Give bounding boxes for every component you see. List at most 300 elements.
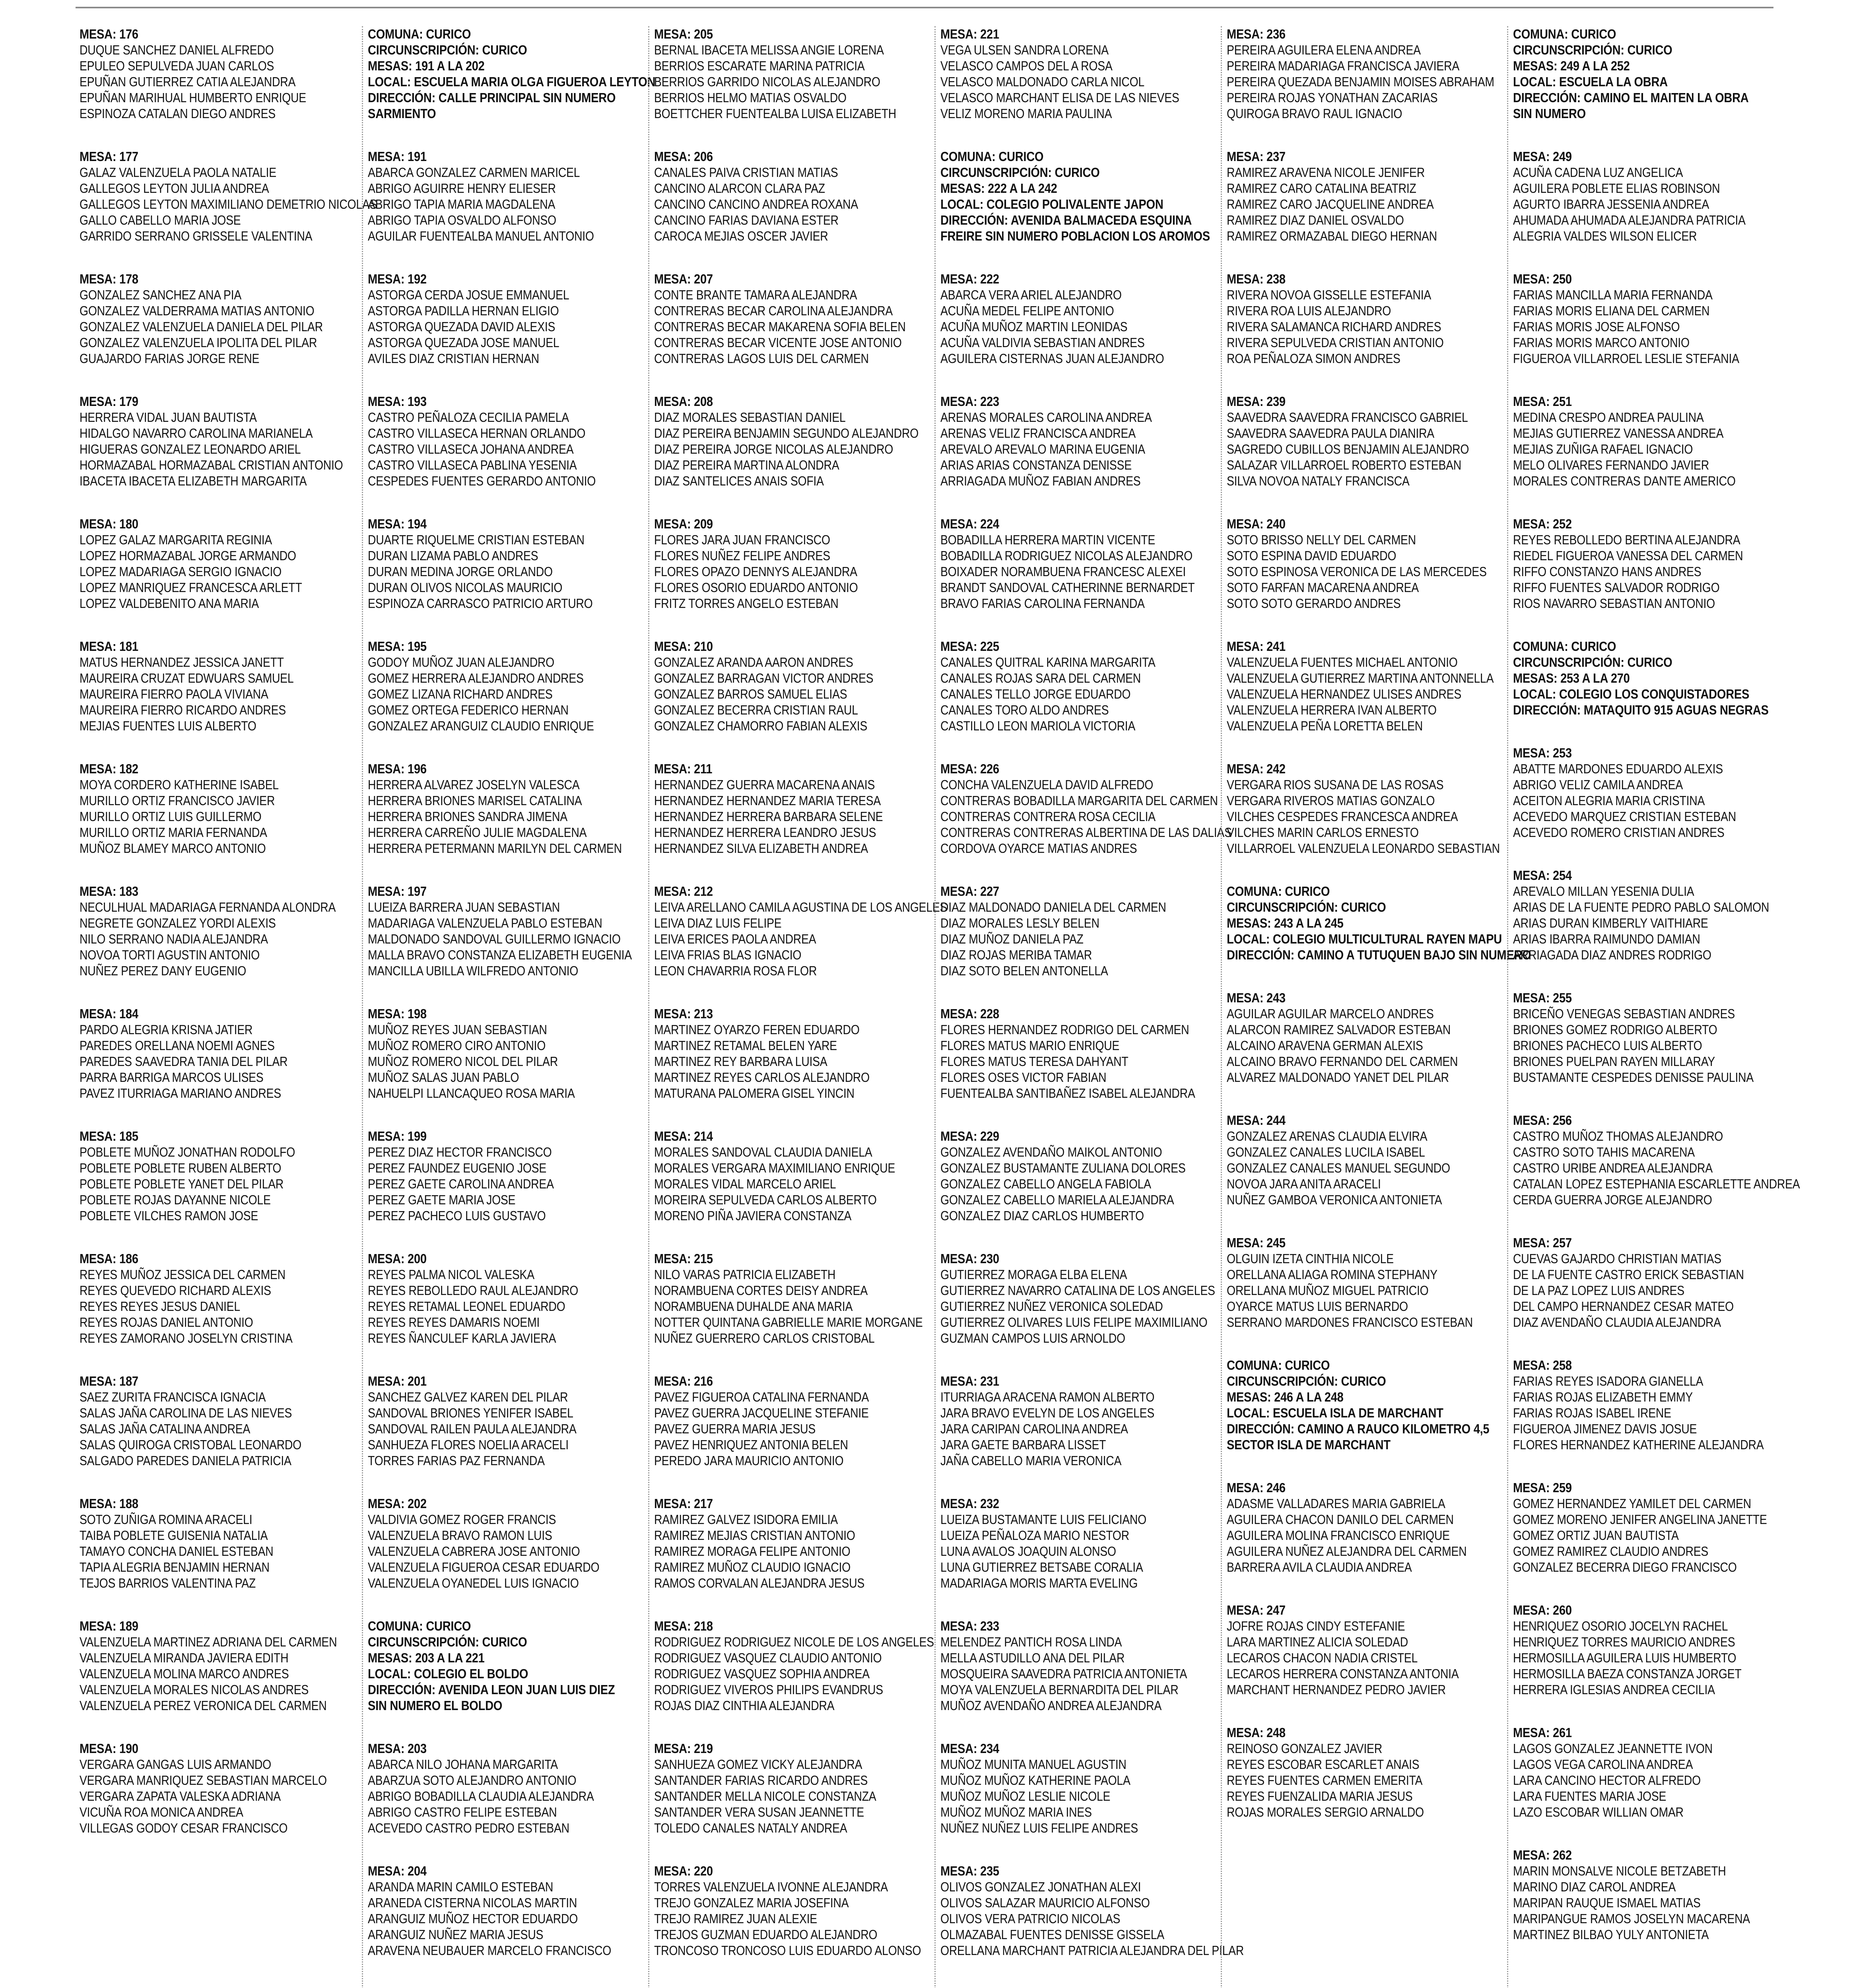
mesa-block <box>1513 1357 1793 1453</box>
voter-name: MUÑOZ REYES JUAN SEBASTIAN <box>368 1022 547 1037</box>
voter-name: ASTORGA QUEZADA DAVID ALEXIS <box>368 319 556 334</box>
voter-name: TAMAYO CONCHA DANIEL ESTEBAN <box>80 1544 274 1559</box>
location-info-line: SECTOR ISLA DE MARCHANT <box>1227 1437 1391 1452</box>
voter-name: MADARIAGA VALENZUELA PABLO ESTEBAN <box>368 916 602 930</box>
voter-name: DIAZ SANTELICES ANAIS SOFIA <box>654 474 824 488</box>
voter-name: CONTE BRANTE TAMARA ALEJANDRA <box>654 287 857 302</box>
voter-name: DUQUE SANCHEZ DANIEL ALFREDO <box>80 43 274 57</box>
voter-name: AREVALO MILLAN YESENIA DULIA <box>1513 884 1694 899</box>
voter-name: MARIN MONSALVE NICOLE BETZABETH <box>1513 1864 1726 1878</box>
mesa-block <box>940 394 1221 489</box>
voter-name: ASTORGA PADILLA HERNAN ELIGIO <box>368 303 559 318</box>
voter-name: VELASCO MARCHANT ELISA DE LAS NIEVES <box>940 90 1179 105</box>
voter-name: OLGUIN IZETA CINTHIA NICOLE <box>1227 1251 1394 1266</box>
location-info-line: CIRCUNSCRIPCIÓN: CURICO <box>368 1635 527 1649</box>
mesa-block <box>368 1006 648 1101</box>
voter-name: HERRERA BRIONES SANDRA JIMENA <box>368 809 567 824</box>
mesa-number: MESA: 210 <box>654 639 713 654</box>
voter-name: FLORES NUÑEZ FELIPE ANDRES <box>654 548 830 563</box>
voter-name: CANALES PAIVA CRISTIAN MATIAS <box>654 165 838 180</box>
voter-name: NORAMBUENA CORTES DEISY ANDREA <box>654 1283 868 1298</box>
voter-name: PEREZ FAUNDEZ EUGENIO JOSE <box>368 1161 547 1175</box>
voter-name: MOSQUEIRA SAAVEDRA PATRICIA ANTONIETA <box>940 1666 1187 1681</box>
polling-location-block <box>1227 1357 1507 1453</box>
mesa-number: MESA: 253 <box>1513 746 1572 760</box>
voter-name: MADARIAGA MORIS MARTA EVELING <box>940 1576 1138 1590</box>
voter-name: SALAS JAÑA CAROLINA DE LAS NIEVES <box>80 1406 292 1420</box>
voter-name: BRIONES PACHECO LUIS ALBERTO <box>1513 1038 1702 1053</box>
mesa-number: MESA: 201 <box>368 1374 427 1388</box>
mesa-block <box>80 761 362 856</box>
mesa-block <box>1513 990 1793 1085</box>
voter-name: DURAN MEDINA JORGE ORLANDO <box>368 564 553 579</box>
location-info-line: COMUNA: CURICO <box>368 27 471 41</box>
mesa-number: MESA: 221 <box>940 27 999 41</box>
location-info-line: DIRECCIÓN: CAMINO A TUTUQUEN BAJO SIN NUMERO <box>1227 947 1531 962</box>
voter-name: GUAJARDO FARIAS JORGE RENE <box>80 351 260 366</box>
mesa-block <box>368 1128 648 1224</box>
voter-name: RAMIREZ ORMAZABAL DIEGO HERNAN <box>1227 229 1437 243</box>
voter-name: LEON CHAVARRIA ROSA FLOR <box>654 963 817 978</box>
voter-name: ROJAS MORALES SERGIO ARNALDO <box>1227 1805 1424 1819</box>
voter-name: JARA GAETE BARBARA LISSET <box>940 1437 1106 1452</box>
voter-name: AHUMADA AHUMADA ALEJANDRA PATRICIA <box>1513 213 1746 227</box>
voter-name: NILO SERRANO NADIA ALEJANDRA <box>80 932 268 946</box>
voter-name: HERNANDEZ GUERRA MACARENA ANAIS <box>654 777 875 792</box>
voter-name: REYES QUEVEDO RICHARD ALEXIS <box>80 1283 271 1298</box>
mesa-number: MESA: 225 <box>940 639 999 654</box>
mesa-block <box>1513 1602 1793 1698</box>
mesa-block <box>940 1251 1221 1346</box>
voter-name: GONZALEZ BECERRA CRISTIAN RAUL <box>654 703 858 717</box>
voter-name: FARIAS MORIS MARCO ANTONIO <box>1513 335 1690 350</box>
voter-name: PAVEZ GUERRA JACQUELINE STEFANIE <box>654 1406 869 1420</box>
voter-name: DURAN OLIVOS NICOLAS MAURICIO <box>368 580 563 595</box>
mesa-number: MESA: 233 <box>940 1619 999 1633</box>
voter-name: ORELLANA ALIAGA ROMINA STEPHANY <box>1227 1267 1437 1282</box>
voter-name: PAVEZ FIGUEROA CATALINA FERNANDA <box>654 1390 869 1404</box>
mesa-number: MESA: 208 <box>654 394 713 409</box>
mesa-number: MESA: 258 <box>1513 1358 1572 1373</box>
mesa-number: MESA: 199 <box>368 1129 427 1143</box>
voter-name: TREJO RAMIREZ JUAN ALEXIE <box>654 1911 817 1926</box>
voter-name: POBLETE ROJAS DAYANNE NICOLE <box>80 1192 271 1207</box>
voter-name: CANALES QUITRAL KARINA MARGARITA <box>940 655 1156 670</box>
mesa-number: MESA: 220 <box>654 1864 713 1878</box>
voter-name: BOIXADER NORAMBUENA FRANCESC ALEXEI <box>940 564 1186 579</box>
location-info-line: MESAS: 191 A LA 202 <box>368 58 485 73</box>
voter-name: ABRIGO TAPIA OSVALDO ALFONSO <box>368 213 556 227</box>
voter-name: JAÑA CABELLO MARIA VERONICA <box>940 1453 1122 1468</box>
mesa-number: MESA: 262 <box>1513 1848 1572 1862</box>
mesa-number: MESA: 177 <box>80 149 138 164</box>
mesa-number: MESA: 232 <box>940 1496 999 1511</box>
voter-name: BRANDT SANDOVAL CATHERINNE BERNARDET <box>940 580 1195 595</box>
voter-name: REYES REYES DAMARIS NOEMI <box>368 1315 540 1330</box>
voter-name: PAVEZ HENRIQUEZ ANTONIA BELEN <box>654 1437 848 1452</box>
voter-name: LAZO ESCOBAR WILLIAN OMAR <box>1513 1805 1684 1819</box>
voter-name: LECAROS HERRERA CONSTANZA ANTONIA <box>1227 1666 1459 1681</box>
voter-name: REINOSO GONZALEZ JAVIER <box>1227 1741 1382 1756</box>
voter-name: VALDIVIA GOMEZ ROGER FRANCIS <box>368 1512 556 1527</box>
mesa-number: MESA: 260 <box>1513 1603 1572 1617</box>
mesa-block <box>80 1373 362 1469</box>
location-info-line: MESAS: 253 A LA 270 <box>1513 671 1630 685</box>
voter-name: ASTORGA QUEZADA JOSE MANUEL <box>368 335 559 350</box>
voter-name: GONZALEZ CHAMORRO FABIAN ALEXIS <box>654 718 868 733</box>
voter-name: RAMIREZ MUÑOZ CLAUDIO IGNACIO <box>654 1560 851 1574</box>
mesa-block <box>654 1006 934 1101</box>
mesa-block <box>940 1618 1221 1714</box>
voter-name: FLORES OSORIO EDUARDO ANTONIO <box>654 580 858 595</box>
voter-name: IBACETA IBACETA ELIZABETH MARGARITA <box>80 474 307 488</box>
voter-name: HERNANDEZ HERNANDEZ MARIA TERESA <box>654 793 881 808</box>
mesa-number: MESA: 251 <box>1513 394 1572 409</box>
mesa-number: MESA: 182 <box>80 761 138 776</box>
mesa-block <box>80 1006 362 1101</box>
voter-name: CASTRO PEÑALOZA CECILIA PAMELA <box>368 410 569 425</box>
voter-name: PEREZ PACHECO LUIS GUSTAVO <box>368 1208 546 1223</box>
voter-name: MUÑOZ AVENDAÑO ANDREA ALEJANDRA <box>940 1698 1162 1713</box>
voter-name: DIAZ AVENDAÑO CLAUDIA ALEJANDRA <box>1513 1315 1721 1330</box>
voter-name: GOMEZ LIZANA RICHARD ANDRES <box>368 687 553 701</box>
voter-name: RAMIREZ CARO CATALINA BEATRIZ <box>1227 181 1416 196</box>
location-info-line: FREIRE SIN NUMERO POBLACION LOS AROMOS <box>940 229 1210 243</box>
mesa-number: MESA: 211 <box>654 761 713 776</box>
voter-name: GUTIERREZ NAVARRO CATALINA DE LOS ANGELES <box>940 1283 1215 1298</box>
voter-name: PEREIRA QUEZADA BENJAMIN MOISES ABRAHAM <box>1227 74 1494 89</box>
mesa-block <box>940 271 1221 367</box>
voter-name: VALENZUELA FIGUEROA CESAR EDUARDO <box>368 1560 600 1574</box>
mesa-number: MESA: 230 <box>940 1251 999 1266</box>
voter-name: RIVERA ROA LUIS ALEJANDRO <box>1227 303 1391 318</box>
voter-name: ORELLANA MUÑOZ MIGUEL PATRICIO <box>1227 1283 1429 1298</box>
voter-name: ARRIAGADA DIAZ ANDRES RODRIGO <box>1513 947 1711 962</box>
mesa-number: MESA: 200 <box>368 1251 427 1266</box>
voter-name: ARANDA MARIN CAMILO ESTEBAN <box>368 1879 554 1894</box>
mesa-block <box>80 149 377 244</box>
voter-name: VILCHES MARIN CARLOS ERNESTO <box>1227 825 1419 840</box>
voter-name: MEJIAS GUTIERREZ VANESSA ANDREA <box>1513 426 1724 441</box>
voter-name: SILVA NOVOA NATALY FRANCISCA <box>1227 474 1410 488</box>
voter-name: ARRIAGADA MUÑOZ FABIAN ANDRES <box>940 474 1141 488</box>
voter-name: GONZALEZ VALENZUELA DANIELA DEL PILAR <box>80 319 323 334</box>
voter-name: RAMIREZ MEJIAS CRISTIAN ANTONIO <box>654 1528 855 1543</box>
polling-table-columns <box>76 26 1800 1988</box>
voter-name: GONZALEZ BUSTAMANTE ZULIANA DOLORES <box>940 1161 1186 1175</box>
voter-name: POBLETE POBLETE RUBEN ALBERTO <box>80 1161 282 1175</box>
mesa-block <box>1227 1480 1507 1575</box>
voter-name: ACEVEDO ROMERO CRISTIAN ANDRES <box>1513 825 1725 840</box>
voter-name: MUÑOZ MUNITA MANUEL AGUSTIN <box>940 1757 1127 1772</box>
voter-name: FLORES OPAZO DENNYS ALEJANDRA <box>654 564 857 579</box>
mesa-block <box>940 639 1221 734</box>
voter-name: ALCAINO BRAVO FERNANDO DEL CARMEN <box>1227 1054 1458 1069</box>
voter-name: CONTRERAS BECAR CAROLINA ALEJANDRA <box>654 303 893 318</box>
voter-name: FARIAS MORIS JOSE ALFONSO <box>1513 319 1680 334</box>
voter-name: NILO VARAS PATRICIA ELIZABETH <box>654 1267 836 1282</box>
mesa-number: MESA: 216 <box>654 1374 713 1388</box>
voter-name: GONZALEZ ARANDA AARON ANDRES <box>654 655 853 670</box>
mesa-number: MESA: 184 <box>80 1006 138 1021</box>
voter-name: AREVALO AREVALO MARINA EUGENIA <box>940 442 1145 456</box>
voter-name: JARA CARIPAN CAROLINA ANDREA <box>940 1421 1128 1436</box>
voter-name: SOTO ESPINOSA VERONICA DE LAS MERCEDES <box>1227 564 1487 579</box>
voter-name: HORMAZABAL HORMAZABAL CRISTIAN ANTONIO <box>80 458 343 472</box>
mesa-block <box>80 639 362 734</box>
column-2 <box>362 26 656 1988</box>
voter-name: LUEIZA BARRERA JUAN SEBASTIAN <box>368 900 560 914</box>
mesa-number: MESA: 234 <box>940 1741 999 1756</box>
voter-name: SOTO BRISSO NELLY DEL CARMEN <box>1227 532 1416 547</box>
voter-name: TORRES FARIAS PAZ FERNANDA <box>368 1453 545 1468</box>
voter-name: VILLARROEL VALENZUELA LEONARDO SEBASTIAN <box>1227 841 1500 856</box>
voter-name: MURILLO ORTIZ MARIA FERNANDA <box>80 825 267 840</box>
voter-name: MEJIAS FUENTES LUIS ALBERTO <box>80 718 256 733</box>
polling-location-block <box>1513 26 1793 122</box>
voter-name: OLIVOS VERA PATRICIO NICOLAS <box>940 1911 1121 1926</box>
voter-name: ABRIGO BOBADILLA CLAUDIA ALEJANDRA <box>368 1789 594 1804</box>
voter-name: AGUILAR AGUILAR MARCELO ANDRES <box>1227 1006 1434 1021</box>
mesa-number: MESA: 203 <box>368 1741 427 1756</box>
voter-name: FLORES OSES VICTOR FABIAN <box>940 1070 1107 1085</box>
mesa-block <box>654 639 934 734</box>
voter-name: CONTRERAS BECAR MAKARENA SOFIA BELEN <box>654 319 906 334</box>
voter-name: FLORES JARA JUAN FRANCISCO <box>654 532 830 547</box>
voter-name: TRONCOSO TRONCOSO LUIS EDUARDO ALONSO <box>654 1943 921 1958</box>
location-info-line: CIRCUNSCRIPCIÓN: CURICO <box>368 43 527 57</box>
voter-name: LECAROS CHACON NADIA CRISTEL <box>1227 1650 1418 1665</box>
voter-name: FARIAS MORIS ELIANA DEL CARMEN <box>1513 303 1710 318</box>
mesa-number: MESA: 195 <box>368 639 427 654</box>
mesa-number: MESA: 238 <box>1227 272 1286 286</box>
mesa-number: MESA: 181 <box>80 639 138 654</box>
voter-name: TREJO GONZALEZ MARIA JOSEFINA <box>654 1895 849 1910</box>
voter-name: VALENZUELA HERNANDEZ ULISES ANDRES <box>1227 687 1462 701</box>
voter-name: ALCAINO ARAVENA GERMAN ALEXIS <box>1227 1038 1423 1053</box>
mesa-block <box>1513 1112 1800 1208</box>
voter-name: GOMEZ ORTIZ JUAN BAUTISTA <box>1513 1528 1679 1543</box>
voter-name: VERGARA GANGAS LUIS ARMANDO <box>80 1757 271 1772</box>
mesa-block <box>368 761 648 856</box>
voter-name: TORRES VALENZUELA IVONNE ALEJANDRA <box>654 1879 888 1894</box>
voter-name: VALENZUELA MARTINEZ ADRIANA DEL CARMEN <box>80 1635 337 1649</box>
voter-name: REYES REBOLLEDO BERTINA ALEJANDRA <box>1513 532 1740 547</box>
voter-name: VERGARA MANRIQUEZ SEBASTIAN MARCELO <box>80 1773 327 1788</box>
voter-name: MOREIRA SEPULVEDA CARLOS ALBERTO <box>654 1192 877 1207</box>
voter-name: GONZALEZ CABELLO MARIELA ALEJANDRA <box>940 1192 1174 1207</box>
voter-name: TAPIA ALEGRIA BENJAMIN HERNAN <box>80 1560 270 1574</box>
voter-name: ACEVEDO MARQUEZ CRISTIAN ESTEBAN <box>1513 809 1736 824</box>
polling-location-block <box>1513 639 1793 718</box>
voter-name: NOVOA JARA ANITA ARACELI <box>1227 1176 1381 1191</box>
mesa-number: MESA: 223 <box>940 394 999 409</box>
location-info-line: SARMIENTO <box>368 106 436 121</box>
voter-name: VELIZ MORENO MARIA PAULINA <box>940 106 1112 121</box>
mesa-block <box>368 271 648 367</box>
voter-name: RODRIGUEZ RODRIGUEZ NICOLE DE LOS ANGELES <box>654 1635 934 1649</box>
voter-name: CORDOVA OYARCE MATIAS ANDRES <box>940 841 1137 856</box>
voter-name: FARIAS REYES ISADORA GIANELLA <box>1513 1374 1703 1388</box>
mesa-block <box>80 271 362 367</box>
voter-name: RODRIGUEZ VASQUEZ SOPHIA ANDREA <box>654 1666 870 1681</box>
voter-name: GONZALEZ CANALES LUCILA ISABEL <box>1227 1145 1425 1159</box>
voter-name: MUÑOZ MUÑOZ KATHERINE PAOLA <box>940 1773 1130 1788</box>
mesa-block <box>1513 394 1793 489</box>
mesa-block <box>368 1496 648 1591</box>
voter-name: HENRIQUEZ TORRES MAURICIO ANDRES <box>1513 1635 1735 1649</box>
voter-name: SAAVEDRA SAAVEDRA PAULA DIANIRA <box>1227 426 1434 441</box>
mesa-block <box>1227 1725 1507 1820</box>
voter-name: CONTRERAS LAGOS LUIS DEL CARMEN <box>654 351 869 366</box>
voter-name: HENRIQUEZ OSORIO JOCELYN RACHEL <box>1513 1619 1728 1633</box>
voter-name: PAVEZ GUERRA MARIA JESUS <box>654 1421 816 1436</box>
voter-name: ACUÑA MUÑOZ MARTIN LEONIDAS <box>940 319 1128 334</box>
voter-name: CASTRO URIBE ANDREA ALEJANDRA <box>1513 1161 1713 1175</box>
mesa-number: MESA: 218 <box>654 1619 713 1633</box>
voter-name: LOPEZ HORMAZABAL JORGE ARMANDO <box>80 548 296 563</box>
mesa-number: MESA: 207 <box>654 272 713 286</box>
voter-name: MAUREIRA FIERRO RICARDO ANDRES <box>80 703 286 717</box>
voter-name: GONZALEZ CABELLO ANGELA FABIOLA <box>940 1176 1151 1191</box>
mesa-block <box>1227 149 1507 244</box>
voter-name: GONZALEZ ARENAS CLAUDIA ELVIRA <box>1227 1129 1428 1143</box>
mesa-block <box>940 1496 1221 1591</box>
mesa-block <box>1227 1112 1507 1208</box>
voter-name: ABARCA VERA ARIEL ALEJANDRO <box>940 287 1122 302</box>
voter-name: SANHUEZA GOMEZ VICKY ALEJANDRA <box>654 1757 862 1772</box>
mesa-number: MESA: 259 <box>1513 1480 1572 1495</box>
location-info-line: LOCAL: ESCUELA ISLA DE MARCHANT <box>1227 1406 1443 1420</box>
voter-name: VALENZUELA MIRANDA JAVIERA EDITH <box>80 1650 289 1665</box>
voter-name: GONZALEZ BECERRA DIEGO FRANCISCO <box>1513 1560 1737 1574</box>
location-info-line: DIRECCIÓN: CAMINO EL MAITEN LA OBRA <box>1513 90 1749 105</box>
voter-name: SOTO SOTO GERARDO ANDRES <box>1227 596 1401 611</box>
voter-name: NUÑEZ NUÑEZ LUIS FELIPE ANDRES <box>940 1821 1138 1835</box>
mesa-number: MESA: 252 <box>1513 516 1572 531</box>
voter-name: MARTINEZ OYARZO FEREN EDUARDO <box>654 1022 860 1037</box>
voter-name: MARIPAN RAUQUE ISMAEL MATIAS <box>1513 1895 1701 1910</box>
voter-name: AGUILERA MOLINA FRANCISCO ENRIQUE <box>1227 1528 1450 1543</box>
mesa-number: MESA: 246 <box>1227 1480 1286 1495</box>
voter-name: BOBADILLA RODRIGUEZ NICOLAS ALEJANDRO <box>940 548 1193 563</box>
voter-name: MORENO PIÑA JAVIERA CONSTANZA <box>654 1208 852 1223</box>
mesa-number: MESA: 212 <box>654 884 713 899</box>
voter-name: REYES RETAMAL LEONEL EDUARDO <box>368 1299 565 1314</box>
voter-name: BRAVO FARIAS CAROLINA FERNANDA <box>940 596 1145 611</box>
mesa-block <box>1227 394 1507 489</box>
voter-name: DIAZ MORALES SEBASTIAN DANIEL <box>654 410 846 425</box>
voter-name: GUTIERREZ MORAGA ELBA ELENA <box>940 1267 1127 1282</box>
voter-name: HIGUERAS GONZALEZ LEONARDO ARIEL <box>80 442 301 456</box>
voter-name: ROA PEÑALOZA SIMON ANDRES <box>1227 351 1400 366</box>
voter-name: SANTANDER FARIAS RICARDO ANDRES <box>654 1773 868 1788</box>
voter-name: LOPEZ GALAZ MARGARITA REGINIA <box>80 532 272 547</box>
voter-name: REYES ÑANCULEF KARLA JAVIERA <box>368 1331 556 1345</box>
voter-name: MURILLO ORTIZ LUIS GUILLERMO <box>80 809 262 824</box>
voter-name: BRIONES GOMEZ RODRIGO ALBERTO <box>1513 1022 1717 1037</box>
voter-name: DUARTE RIQUELME CRISTIAN ESTEBAN <box>368 532 585 547</box>
mesa-block <box>80 1128 362 1224</box>
voter-name: FIGUEROA JIMENEZ DAVIS JOSUE <box>1513 1421 1697 1436</box>
location-info-line: CIRCUNSCRIPCIÓN: CURICO <box>1513 655 1672 670</box>
voter-name: BOETTCHER FUENTEALBA LUISA ELIZABETH <box>654 106 896 121</box>
voter-name: AGUILERA CISTERNAS JUAN ALEJANDRO <box>940 351 1164 366</box>
mesa-number: MESA: 193 <box>368 394 427 409</box>
voter-name: GONZALEZ VALENZUELA IPOLITA DEL PILAR <box>80 335 317 350</box>
voter-name: MORALES CONTRERAS DANTE AMERICO <box>1513 474 1736 488</box>
location-info-line: DIRECCIÓN: CAMINO A RAUCO KILOMETRO 4,5 <box>1227 1421 1490 1436</box>
voter-name: VALENZUELA MOLINA MARCO ANDRES <box>80 1666 289 1681</box>
voter-name: NUÑEZ GAMBOA VERONICA ANTONIETA <box>1227 1192 1442 1207</box>
voter-name: RIFFO FUENTES SALVADOR RODRIGO <box>1513 580 1720 595</box>
voter-name: SANDOVAL RAILEN PAULA ALEJANDRA <box>368 1421 577 1436</box>
mesa-block <box>654 26 934 122</box>
mesa-number: MESA: 205 <box>654 27 713 41</box>
column-5 <box>1221 26 1531 1988</box>
voter-name: PEREIRA AGUILERA ELENA ANDREA <box>1227 43 1421 57</box>
mesa-block <box>654 1496 934 1591</box>
mesa-block <box>940 1006 1221 1101</box>
voter-name: NORAMBUENA DUHALDE ANA MARIA <box>654 1299 853 1314</box>
voter-name: GALAZ VALENZUELA PAOLA NATALIE <box>80 165 276 180</box>
mesa-number: MESA: 179 <box>80 394 138 409</box>
mesa-number: MESA: 204 <box>368 1864 427 1878</box>
voter-name: ARIAS IBARRA RAIMUNDO DAMIAN <box>1513 932 1700 946</box>
voter-name: MARIPANGUE RAMOS JOSELYN MACARENA <box>1513 1911 1750 1926</box>
mesa-number: MESA: 183 <box>80 884 138 899</box>
voter-name: RIVERA SALAMANCA RICHARD ANDRES <box>1227 319 1441 334</box>
voter-name: ACEITON ALEGRIA MARIA CRISTINA <box>1513 793 1705 808</box>
voter-name: ARAVENA NEUBAUER MARCELO FRANCISCO <box>368 1943 612 1958</box>
location-info-line: COMUNA: CURICO <box>1227 1358 1330 1373</box>
voter-name: SAGREDO CUBILLOS BENJAMIN ALEJANDRO <box>1227 442 1469 456</box>
voter-name: ACUÑA VALDIVIA SEBASTIAN ANDRES <box>940 335 1145 350</box>
voter-name: RAMIREZ CARO JACQUELINE ANDREA <box>1227 197 1434 212</box>
voter-name: VALENZUELA BRAVO RAMON LUIS <box>368 1528 552 1543</box>
voter-name: NUÑEZ GUERRERO CARLOS CRISTOBAL <box>654 1331 875 1345</box>
mesa-block <box>80 1251 362 1346</box>
mesa-number: MESA: 217 <box>654 1496 713 1511</box>
mesa-number: MESA: 202 <box>368 1496 427 1511</box>
voter-name: NECULHUAL MADARIAGA FERNANDA ALONDRA <box>80 900 336 914</box>
voter-name: GONZALEZ AVENDAÑO MAIKOL ANTONIO <box>940 1145 1162 1159</box>
voter-name: MORALES VIDAL MARCELO ARIEL <box>654 1176 836 1191</box>
voter-name: PEREZ DIAZ HECTOR FRANCISCO <box>368 1145 552 1159</box>
voter-name: HERRERA CARREÑO JULIE MAGDALENA <box>368 825 587 840</box>
voter-name: BRICEÑO VENEGAS SEBASTIAN ANDRES <box>1513 1006 1735 1021</box>
voter-name: VALENZUELA FUENTES MICHAEL ANTONIO <box>1227 655 1458 670</box>
voter-name: NAHUELPI LLANCAQUEO ROSA MARIA <box>368 1086 575 1101</box>
voter-name: SALAS JAÑA CATALINA ANDREA <box>80 1421 251 1436</box>
mesa-number: MESA: 248 <box>1227 1725 1286 1740</box>
voter-name: CERDA GUERRA JORGE ALEJANDRO <box>1513 1192 1712 1207</box>
voter-name: ABARCA GONZALEZ CARMEN MARICEL <box>368 165 580 180</box>
voter-name: GALLO CABELLO MARIA JOSE <box>80 213 241 227</box>
location-info-line: COMUNA: CURICO <box>1513 639 1616 654</box>
location-info-line: COMUNA: CURICO <box>1513 27 1616 41</box>
voter-name: EPUÑAN MARIHUAL HUMBERTO ENRIQUE <box>80 90 306 105</box>
mesa-number: MESA: 186 <box>80 1251 138 1266</box>
voter-name: MARTINEZ RETAMAL BELEN YARE <box>654 1038 837 1053</box>
voter-name: MOYA CORDERO KATHERINE ISABEL <box>80 777 279 792</box>
mesa-block <box>940 1128 1221 1224</box>
mesa-block <box>1513 516 1793 612</box>
mesa-block <box>1513 745 1793 841</box>
voter-name: HERMOSILLA BAEZA CONSTANZA JORGET <box>1513 1666 1742 1681</box>
mesa-number: MESA: 239 <box>1227 394 1286 409</box>
voter-name: MUÑOZ MUÑOZ MARIA INES <box>940 1805 1092 1819</box>
